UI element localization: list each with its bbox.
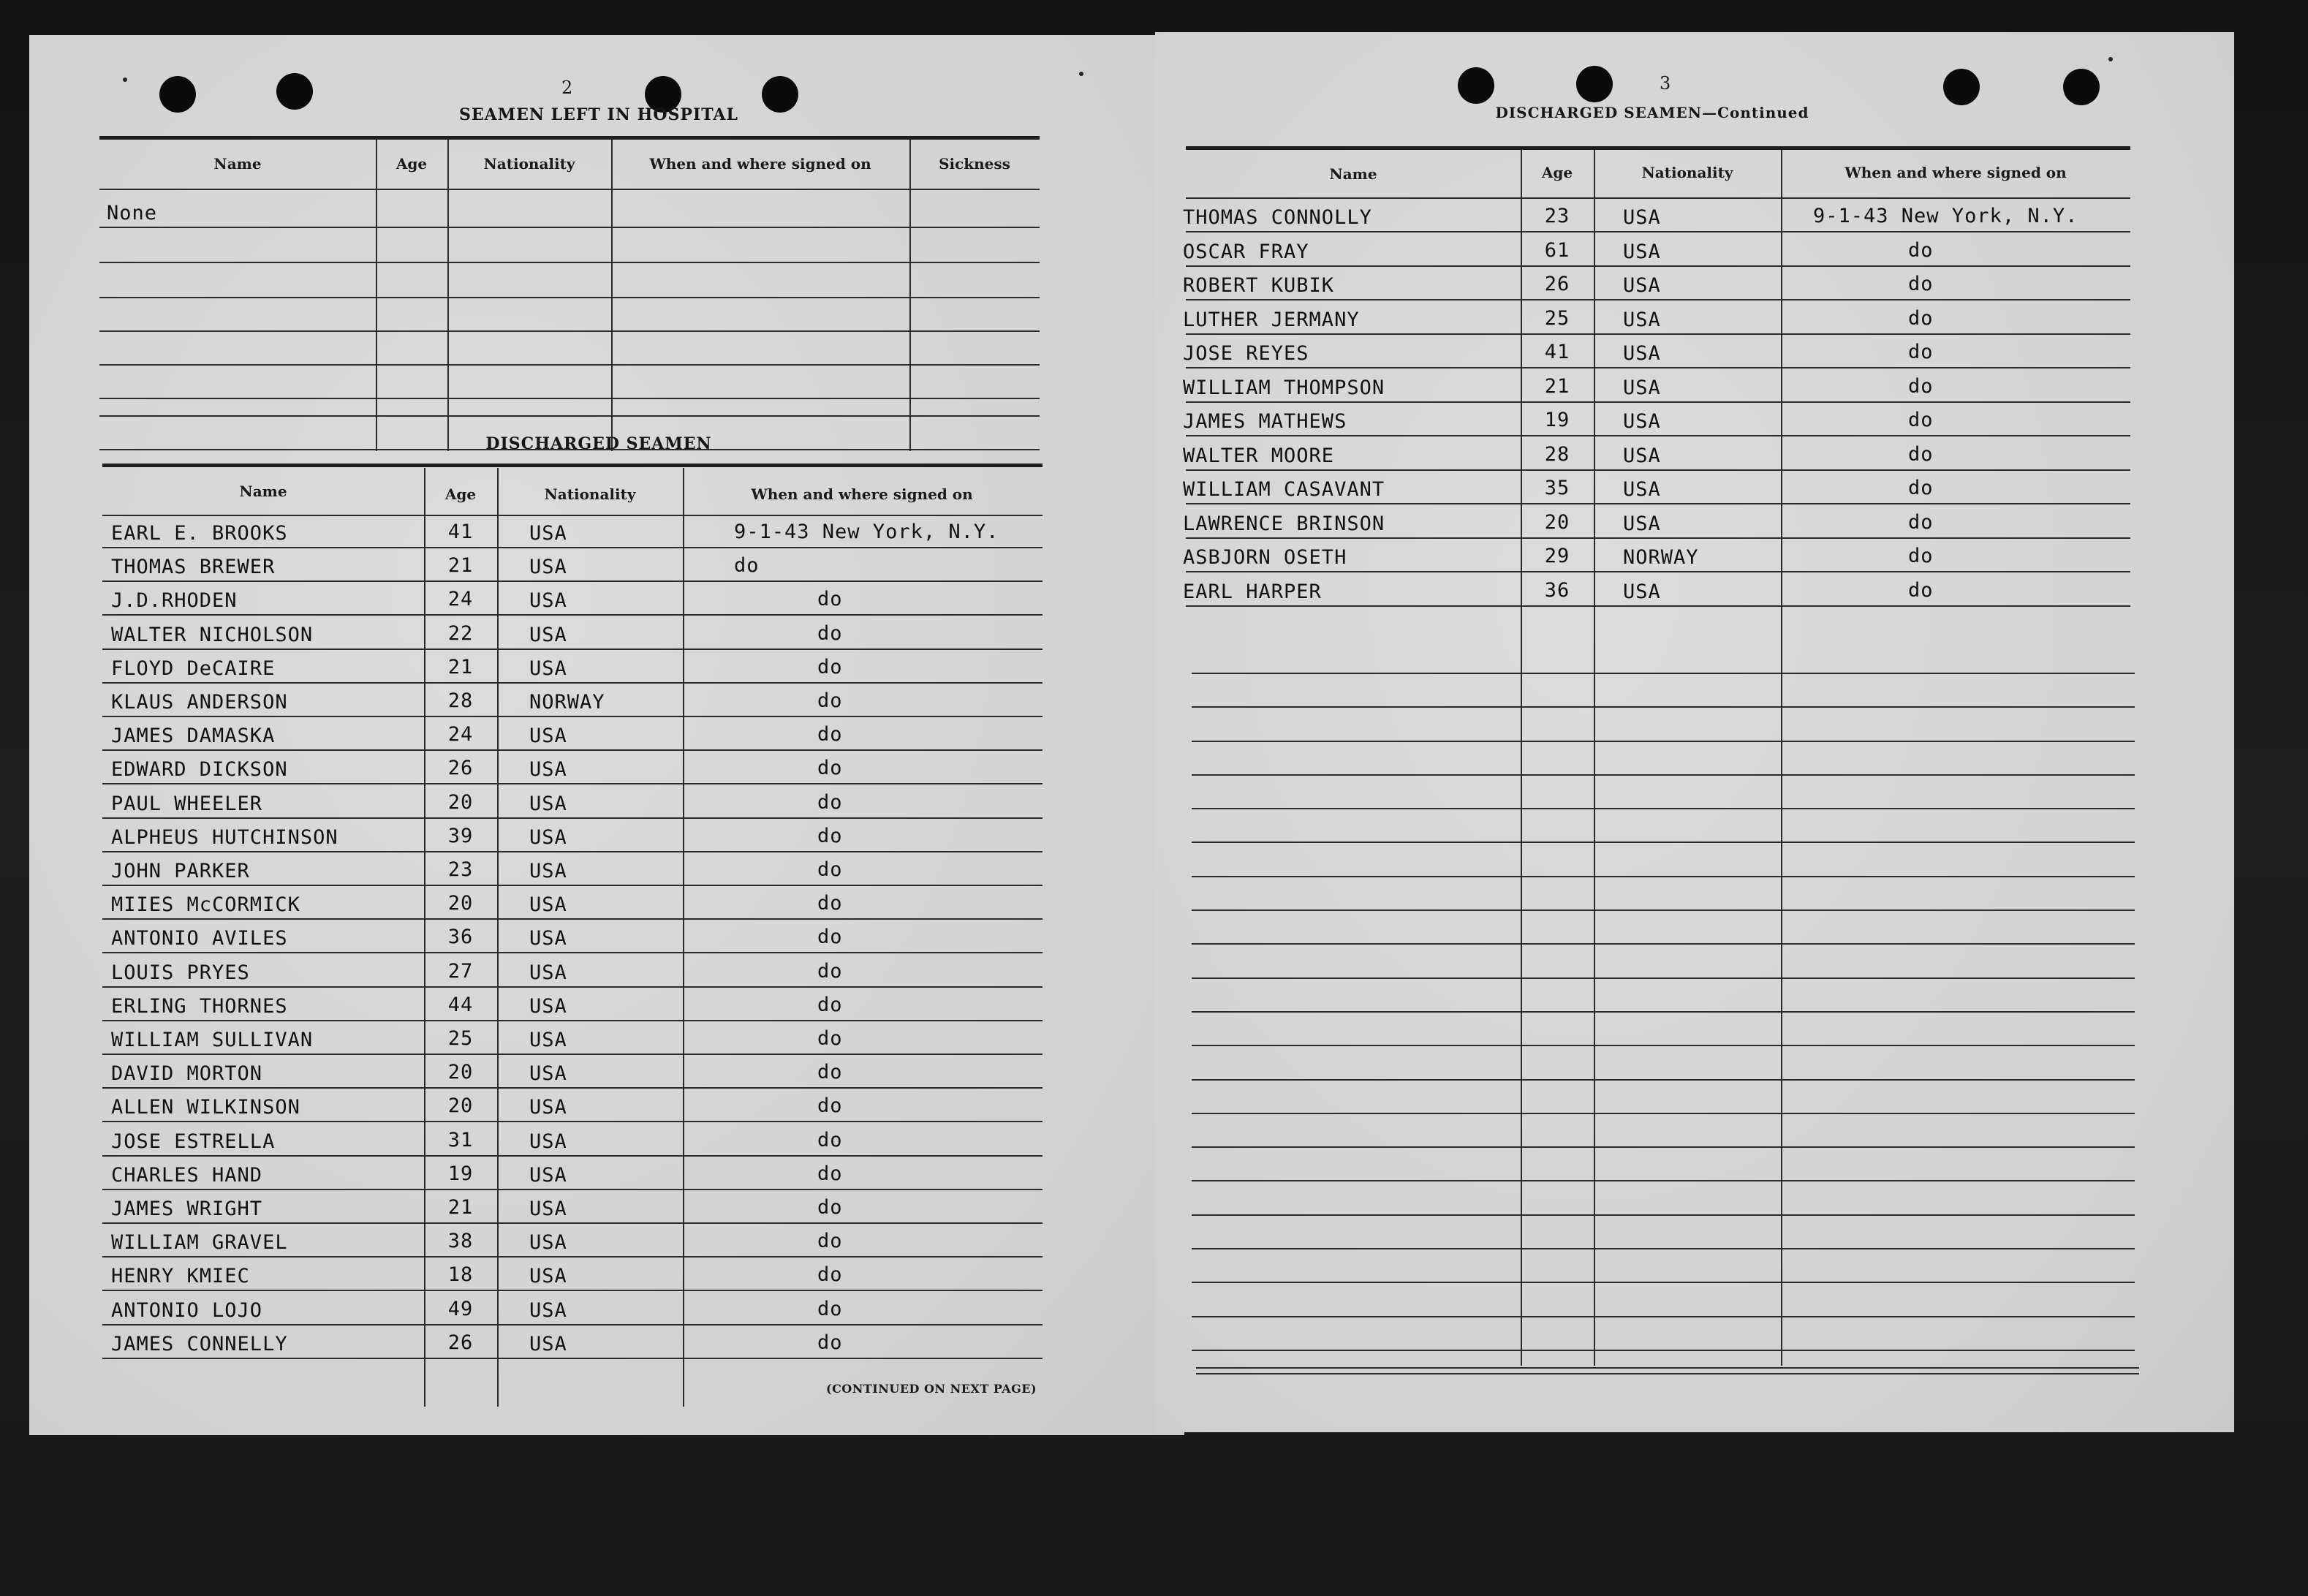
row-signed-on: do bbox=[1908, 375, 1934, 398]
hospital-entry: None bbox=[107, 202, 158, 224]
row-age: 20 bbox=[447, 1094, 474, 1117]
row-nationality: NORWAY bbox=[1623, 546, 1699, 569]
blank-row-rule bbox=[1192, 943, 2135, 945]
table-rule bbox=[1186, 146, 2130, 150]
row-signed-on: do bbox=[817, 1263, 843, 1286]
table-rule bbox=[99, 189, 1040, 190]
row-signed-on: do bbox=[1908, 443, 1934, 466]
dust-speck bbox=[1079, 72, 1083, 76]
blank-row-rule bbox=[1192, 1079, 2135, 1081]
continued-note: (CONTINUED ON NEXT PAGE) bbox=[826, 1382, 1037, 1396]
column-divider bbox=[683, 468, 684, 1407]
row-rule bbox=[102, 580, 1043, 582]
row-age: 36 bbox=[1544, 579, 1570, 602]
row-nationality: NORWAY bbox=[529, 691, 605, 714]
punch-hole bbox=[1943, 69, 1980, 105]
row-rule bbox=[102, 1324, 1043, 1325]
row-nationality: USA bbox=[1623, 580, 1661, 603]
row-signed-on: do bbox=[817, 1196, 843, 1219]
blank-row-rule bbox=[1192, 774, 2135, 776]
row-nationality: USA bbox=[1623, 241, 1661, 263]
table-bottom-rule bbox=[1196, 1367, 2139, 1369]
table-rule bbox=[1186, 197, 2130, 199]
row-name: JAMES CONNELLY bbox=[111, 1333, 288, 1355]
row-age: 21 bbox=[1544, 375, 1570, 398]
blank-row-rule bbox=[1192, 808, 2135, 809]
table-rule bbox=[99, 227, 1040, 228]
row-name: CHARLES HAND bbox=[111, 1164, 263, 1187]
row-age: 25 bbox=[447, 1027, 474, 1050]
row-age: 36 bbox=[447, 926, 474, 948]
row-age: 18 bbox=[447, 1263, 474, 1286]
table-bottom-rule bbox=[1196, 1373, 2139, 1374]
row-nationality: USA bbox=[529, 725, 567, 747]
blank-row-rule bbox=[1192, 876, 2135, 877]
punch-hole bbox=[762, 76, 798, 113]
row-signed-on: do bbox=[817, 926, 843, 948]
row-age: 20 bbox=[1544, 511, 1570, 534]
row-age: 49 bbox=[447, 1298, 474, 1320]
row-nationality: USA bbox=[1623, 478, 1661, 501]
row-rule bbox=[102, 1121, 1043, 1122]
row-name: OSCAR FRAY bbox=[1183, 241, 1309, 263]
row-age: 23 bbox=[1544, 205, 1570, 227]
discharged-section-title: DISCHARGED SEAMEN bbox=[485, 434, 712, 453]
row-signed-on: do bbox=[1908, 239, 1934, 262]
row-rule bbox=[102, 885, 1043, 886]
blank-row-rule bbox=[1192, 706, 2135, 708]
row-rule bbox=[102, 1155, 1043, 1157]
row-rule bbox=[1186, 265, 2130, 267]
row-nationality: USA bbox=[529, 1333, 567, 1355]
page-number: 2 bbox=[561, 77, 573, 98]
row-age: 26 bbox=[1544, 273, 1570, 295]
page-number: 3 bbox=[1660, 73, 1671, 94]
row-name: ROBERT KUBIK bbox=[1183, 274, 1335, 297]
row-nationality: USA bbox=[529, 961, 567, 984]
row-name: JOSE REYES bbox=[1183, 342, 1309, 365]
row-nationality: USA bbox=[529, 826, 567, 849]
column-header-nationality: Nationality bbox=[544, 485, 636, 503]
punch-hole bbox=[159, 76, 196, 113]
row-nationality: USA bbox=[529, 1164, 567, 1187]
row-nationality: USA bbox=[529, 1029, 567, 1051]
row-age: 41 bbox=[1544, 341, 1570, 363]
row-rule bbox=[102, 1189, 1043, 1190]
dust-speck bbox=[2108, 57, 2113, 61]
row-nationality: USA bbox=[529, 1299, 567, 1322]
row-name: HENRY KMIEC bbox=[111, 1265, 250, 1287]
row-rule bbox=[1186, 231, 2130, 232]
row-signed-on: do bbox=[1908, 341, 1934, 363]
row-age: 27 bbox=[447, 960, 474, 983]
row-rule bbox=[102, 918, 1043, 920]
row-rule bbox=[102, 1087, 1043, 1089]
row-rule bbox=[1186, 401, 2130, 403]
row-nationality: USA bbox=[529, 624, 567, 646]
column-divider bbox=[497, 468, 499, 1407]
row-name: WALTER NICHOLSON bbox=[111, 624, 314, 646]
column-header-name: Name bbox=[213, 155, 262, 173]
row-signed-on: do bbox=[817, 1061, 843, 1083]
row-nationality: USA bbox=[529, 793, 567, 815]
row-age: 28 bbox=[447, 689, 474, 712]
table-rule bbox=[99, 136, 1040, 140]
row-signed-on: do bbox=[817, 757, 843, 779]
row-signed-on: do bbox=[817, 1094, 843, 1117]
row-name: JOSE ESTRELLA bbox=[111, 1130, 276, 1153]
row-nationality: USA bbox=[529, 1198, 567, 1220]
row-name: ALPHEUS HUTCHINSON bbox=[111, 826, 338, 849]
row-name: JAMES MATHEWS bbox=[1183, 410, 1347, 433]
column-header-signed-on: When and where signed on bbox=[649, 155, 871, 173]
blank-row-rule bbox=[1192, 1282, 2135, 1283]
column-divider bbox=[611, 140, 613, 451]
table-rule bbox=[102, 515, 1043, 516]
row-age: 19 bbox=[1544, 409, 1570, 431]
row-nationality: USA bbox=[529, 1062, 567, 1085]
column-header-name: Name bbox=[1329, 165, 1377, 183]
column-header-age: Age bbox=[1541, 164, 1573, 181]
row-age: 23 bbox=[447, 858, 474, 881]
row-age: 41 bbox=[447, 521, 474, 543]
row-age: 44 bbox=[447, 994, 474, 1016]
row-signed-on: do bbox=[1908, 307, 1934, 330]
row-signed-on: do bbox=[817, 1298, 843, 1320]
row-name: PAUL WHEELER bbox=[111, 793, 263, 815]
row-age: 61 bbox=[1544, 239, 1570, 262]
row-signed-on: do bbox=[817, 994, 843, 1016]
row-signed-on: do bbox=[1908, 511, 1934, 534]
row-rule bbox=[102, 682, 1043, 684]
row-signed-on: do bbox=[817, 892, 843, 915]
row-signed-on: do bbox=[817, 656, 843, 678]
row-signed-on: do bbox=[817, 689, 843, 712]
row-signed-on: do bbox=[817, 622, 843, 645]
row-nationality: USA bbox=[1623, 274, 1661, 297]
row-name: THOMAS CONNOLLY bbox=[1183, 206, 1372, 229]
row-rule bbox=[102, 648, 1043, 650]
row-age: 20 bbox=[447, 892, 474, 915]
blank-row-rule bbox=[1192, 977, 2135, 979]
row-nationality: USA bbox=[1623, 377, 1661, 399]
row-age: 29 bbox=[1544, 545, 1570, 567]
row-rule bbox=[1186, 571, 2130, 572]
row-rule bbox=[102, 851, 1043, 852]
table-rule bbox=[99, 330, 1040, 332]
row-name: JAMES WRIGHT bbox=[111, 1198, 263, 1220]
blank-row-rule bbox=[1192, 842, 2135, 843]
row-name: JOHN PARKER bbox=[111, 860, 250, 882]
row-nationality: USA bbox=[529, 860, 567, 882]
row-name: EARL HARPER bbox=[1183, 580, 1322, 603]
row-nationality: USA bbox=[1623, 309, 1661, 331]
blank-row-rule bbox=[1192, 1113, 2135, 1114]
row-rule bbox=[102, 614, 1043, 616]
row-signed-on: do bbox=[817, 1162, 843, 1185]
row-nationality: USA bbox=[1623, 445, 1661, 467]
column-header-age: Age bbox=[396, 155, 428, 173]
table-rule bbox=[99, 398, 1040, 399]
column-divider bbox=[1594, 149, 1595, 1366]
row-rule bbox=[102, 1020, 1043, 1021]
row-nationality: USA bbox=[529, 556, 567, 578]
row-age: 20 bbox=[447, 791, 474, 814]
row-nationality: USA bbox=[1623, 342, 1661, 365]
row-nationality: USA bbox=[529, 657, 567, 680]
row-signed-on: do bbox=[1908, 579, 1934, 602]
row-nationality: USA bbox=[529, 927, 567, 950]
column-header-age: Age bbox=[444, 485, 477, 503]
table-rule bbox=[99, 415, 1040, 417]
column-divider bbox=[909, 140, 911, 451]
row-rule bbox=[1186, 333, 2130, 335]
row-rule bbox=[102, 1290, 1043, 1291]
blank-row-rule bbox=[1192, 673, 2135, 674]
column-header-nationality: Nationality bbox=[483, 155, 575, 173]
row-name: WILLIAM SULLIVAN bbox=[111, 1029, 314, 1051]
row-nationality: USA bbox=[1623, 206, 1661, 229]
table-rule bbox=[99, 297, 1040, 298]
row-age: 28 bbox=[1544, 443, 1570, 466]
row-nationality: USA bbox=[529, 893, 567, 916]
row-name: WILLIAM THOMPSON bbox=[1183, 377, 1385, 399]
row-nationality: USA bbox=[529, 1096, 567, 1119]
blank-row-rule bbox=[1192, 1045, 2135, 1046]
blank-row-rule bbox=[1192, 1011, 2135, 1013]
row-name: WILLIAM GRAVEL bbox=[111, 1231, 288, 1254]
row-rule bbox=[1186, 537, 2130, 539]
punch-hole bbox=[1576, 66, 1613, 102]
row-nationality: USA bbox=[529, 1265, 567, 1287]
row-rule bbox=[102, 1222, 1043, 1224]
row-signed-on: do bbox=[1908, 477, 1934, 499]
row-signed-on: 9-1-43 New York, N.Y. bbox=[734, 521, 999, 543]
row-nationality: USA bbox=[529, 758, 567, 781]
row-name: ALLEN WILKINSON bbox=[111, 1096, 300, 1119]
row-age: 38 bbox=[447, 1230, 474, 1252]
row-name: DAVID MORTON bbox=[111, 1062, 263, 1085]
row-age: 35 bbox=[1544, 477, 1570, 499]
row-rule bbox=[1186, 435, 2130, 436]
row-signed-on: do bbox=[817, 1331, 843, 1354]
continued-section-title: DISCHARGED SEAMEN—Continued bbox=[1495, 104, 1809, 121]
row-age: 25 bbox=[1544, 307, 1570, 330]
left-page bbox=[29, 35, 1184, 1435]
row-nationality: USA bbox=[529, 522, 567, 545]
row-age: 21 bbox=[447, 554, 474, 577]
row-nationality: USA bbox=[1623, 513, 1661, 535]
row-name: FLOYD DeCAIRE bbox=[111, 657, 276, 680]
row-name: WALTER MOORE bbox=[1183, 445, 1335, 467]
row-name: EARL E. BROOKS bbox=[111, 522, 288, 545]
row-age: 31 bbox=[447, 1129, 474, 1151]
row-signed-on: do bbox=[817, 960, 843, 983]
row-rule bbox=[102, 986, 1043, 988]
row-name: LUTHER JERMANY bbox=[1183, 309, 1360, 331]
blank-row-rule bbox=[1192, 1180, 2135, 1181]
row-nationality: USA bbox=[1623, 410, 1661, 433]
column-header-signed-on: When and where signed on bbox=[1844, 164, 2067, 181]
row-signed-on: do bbox=[817, 1027, 843, 1050]
row-nationality: USA bbox=[529, 1130, 567, 1153]
row-signed-on: 9-1-43 New York, N.Y. bbox=[1813, 205, 2078, 227]
row-rule bbox=[102, 547, 1043, 548]
table-rule bbox=[102, 464, 1043, 467]
row-nationality: USA bbox=[529, 1231, 567, 1254]
row-nationality: USA bbox=[529, 995, 567, 1018]
row-signed-on: do bbox=[1908, 545, 1934, 567]
table-rule bbox=[99, 364, 1040, 366]
column-header-signed-on: When and where signed on bbox=[751, 485, 973, 503]
column-divider bbox=[376, 140, 377, 451]
row-signed-on: do bbox=[1908, 273, 1934, 295]
right-page bbox=[1155, 32, 2234, 1432]
row-age: 24 bbox=[447, 723, 474, 746]
row-signed-on: do bbox=[817, 1230, 843, 1252]
blank-row-rule bbox=[1192, 909, 2135, 911]
row-name: LAWRENCE BRINSON bbox=[1183, 513, 1385, 535]
row-name: ANTONIO AVILES bbox=[111, 927, 288, 950]
row-rule bbox=[102, 1256, 1043, 1257]
column-header-sickness: Sickness bbox=[939, 155, 1010, 173]
row-rule bbox=[1186, 299, 2130, 300]
row-name: JAMES DAMASKA bbox=[111, 725, 276, 747]
row-signed-on: do bbox=[817, 588, 843, 610]
row-signed-on: do bbox=[817, 791, 843, 814]
row-age: 21 bbox=[447, 1196, 474, 1219]
row-rule bbox=[102, 783, 1043, 784]
row-age: 26 bbox=[447, 757, 474, 779]
column-divider bbox=[1781, 149, 1782, 1366]
row-rule bbox=[1186, 469, 2130, 471]
row-signed-on: do bbox=[817, 858, 843, 881]
row-age: 22 bbox=[447, 622, 474, 645]
row-rule bbox=[1186, 367, 2130, 368]
row-age: 24 bbox=[447, 588, 474, 610]
blank-row-rule bbox=[1192, 1248, 2135, 1249]
row-name: THOMAS BREWER bbox=[111, 556, 276, 578]
row-age: 26 bbox=[447, 1331, 474, 1354]
row-rule bbox=[102, 716, 1043, 717]
row-signed-on: do bbox=[817, 1129, 843, 1151]
row-name: MIIES McCORMICK bbox=[111, 893, 300, 916]
blank-row-rule bbox=[1192, 1146, 2135, 1148]
row-name: EDWARD DICKSON bbox=[111, 758, 288, 781]
row-signed-on: do bbox=[1908, 409, 1934, 431]
blank-row-rule bbox=[1192, 1316, 2135, 1317]
column-divider bbox=[1521, 149, 1522, 1366]
row-name: ERLING THORNES bbox=[111, 995, 288, 1018]
row-name: J.D.RHODEN bbox=[111, 589, 238, 612]
blank-row-rule bbox=[1192, 741, 2135, 742]
punch-hole bbox=[2063, 69, 2100, 105]
row-name: WILLIAM CASAVANT bbox=[1183, 478, 1385, 501]
blank-row-rule bbox=[1192, 1214, 2135, 1216]
row-rule bbox=[1186, 605, 2130, 607]
row-age: 21 bbox=[447, 656, 474, 678]
row-name: ANTONIO LOJO bbox=[111, 1299, 263, 1322]
row-signed-on: do bbox=[817, 825, 843, 847]
row-signed-on: do bbox=[817, 723, 843, 746]
row-name: KLAUS ANDERSON bbox=[111, 691, 288, 714]
row-age: 19 bbox=[447, 1162, 474, 1185]
blank-row-rule bbox=[1192, 1350, 2135, 1351]
row-signed-on: do bbox=[734, 554, 760, 577]
dust-speck bbox=[123, 77, 127, 82]
row-name: LOUIS PRYES bbox=[111, 961, 250, 984]
row-rule bbox=[102, 1054, 1043, 1055]
table-rule bbox=[99, 262, 1040, 263]
row-rule bbox=[102, 1358, 1043, 1359]
row-rule bbox=[102, 817, 1043, 819]
row-age: 20 bbox=[447, 1061, 474, 1083]
row-age: 39 bbox=[447, 825, 474, 847]
row-rule bbox=[102, 749, 1043, 751]
column-header-nationality: Nationality bbox=[1641, 164, 1733, 181]
column-header-name: Name bbox=[239, 483, 287, 500]
column-divider bbox=[447, 140, 449, 451]
punch-hole bbox=[276, 73, 313, 110]
row-nationality: USA bbox=[529, 589, 567, 612]
punch-hole bbox=[1458, 67, 1494, 104]
row-rule bbox=[1186, 503, 2130, 504]
hospital-section-title: SEAMEN LEFT IN HOSPITAL bbox=[459, 105, 738, 124]
row-name: ASBJORN OSETH bbox=[1183, 546, 1347, 569]
row-rule bbox=[102, 952, 1043, 953]
